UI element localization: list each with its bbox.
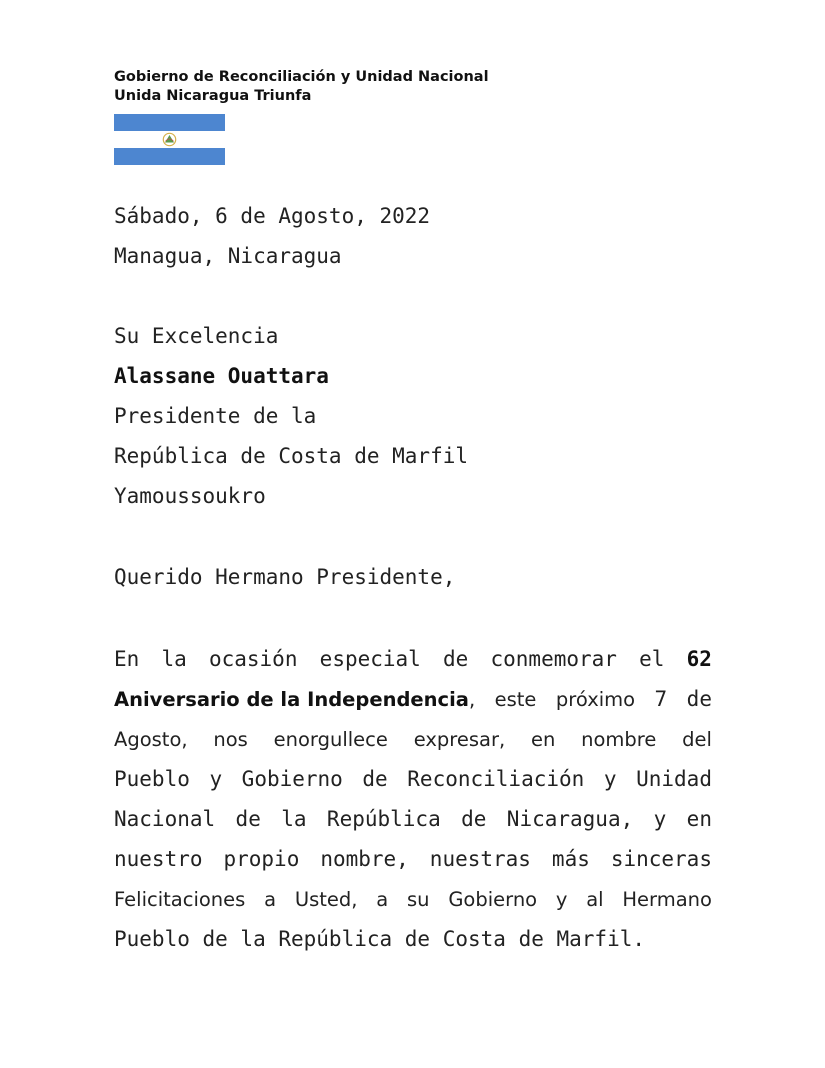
- letter-body: [114, 646, 712, 966]
- body-line-2: Aniversario de la Independencia, este próximo 7 de: [114, 687, 712, 711]
- nicaragua-flag-icon: [114, 114, 225, 165]
- recipient-position: Presidente de la: [114, 404, 317, 428]
- letterhead-government: Gobierno de Reconciliación y Unidad Nacional: [114, 69, 489, 85]
- body-line-1: En la ocasión especial de conmemorar el 62: [114, 647, 712, 671]
- anniversary-number: 62: [686, 647, 712, 671]
- body-line-4: Pueblo y Gobierno de Reconciliación y Unidad: [114, 767, 712, 791]
- body-line-3: Agosto, nos enorgullece expresar, en nombre del: [114, 728, 712, 751]
- recipient-title: Su Excelencia: [114, 324, 279, 348]
- recipient-name: Alassane Ouattara: [114, 364, 329, 388]
- body-line-8: Pueblo de la República de Costa de Marfil.: [114, 927, 646, 951]
- recipient-country: República de Costa de Marfil: [114, 444, 469, 468]
- body-line-6: nuestro propio nombre, nuestras más sinceras: [114, 847, 712, 871]
- letterhead-slogan: Unida Nicaragua Triunfa: [114, 88, 312, 104]
- anniversary-title: Aniversario de la Independencia: [114, 688, 469, 711]
- letter-date: Sábado, 6 de Agosto, 2022: [114, 204, 431, 228]
- recipient-city: Yamoussoukro: [114, 484, 266, 508]
- body-line-5: Nacional de la República de Nicaragua, y en: [114, 807, 712, 831]
- body-line-7: Felicitaciones a Usted, a su Gobierno y al Hermano: [114, 888, 712, 911]
- letter-place: Managua, Nicaragua: [114, 244, 342, 268]
- greeting: Querido Hermano Presidente,: [114, 565, 456, 589]
- letterhead: [114, 68, 489, 106]
